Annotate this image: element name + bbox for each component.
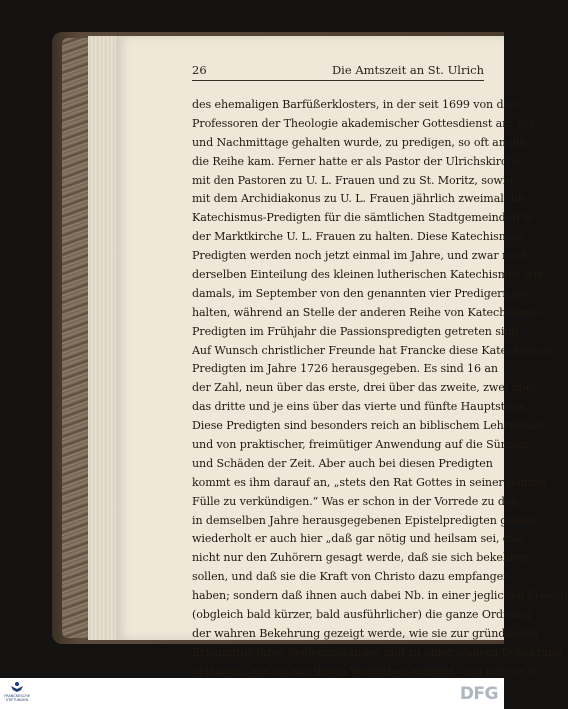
text-line: mit dem Archidiakonus zu U. L. Frauen jährlich zweimal die xyxy=(192,192,525,206)
text-line: damals, im September von den genannten vier Predigern ge- xyxy=(192,286,530,300)
library-logo-line: FRANCKESCHE xyxy=(4,694,30,698)
text-line: der wahren Bekehrung gezeigt werde, wie sie zur gründlichen xyxy=(192,626,539,640)
text-line: der Marktkirche U. L. Frauen zu halten. Diese Katechismus- xyxy=(192,230,526,244)
library-logo-text xyxy=(4,694,30,702)
text-line: Fülle zu verkündigen.“ Was er schon in der Vorrede zu den xyxy=(192,494,519,508)
text-line: nicht nur den Zuhörern gesagt werde, daß sie sich bekehren xyxy=(192,551,529,565)
text-line: Predigten im Jahre 1726 herausgegeben. Es sind 16 an xyxy=(192,362,498,376)
text-line: halten, während an Stelle der anderen Reihe von Katechismus- xyxy=(192,305,542,319)
text-line: und von praktischer, freimütiger Anwendung auf die Sünden xyxy=(192,438,529,452)
text-line: kommt es ihm darauf an, „stets den Rat Gottes in seiner ganzen xyxy=(192,475,547,489)
eagle-icon xyxy=(10,680,24,694)
text-line: die Reihe kam. Ferner hatte er als Pastor der Ulrichskirche xyxy=(192,154,521,168)
library-logo xyxy=(2,680,32,708)
running-title: Die Amtszeit an St. Ulrich xyxy=(331,63,484,77)
library-logo-line: STIFTUNGEN xyxy=(5,698,29,702)
text-line: Katechismus-Predigten für die sämtlichen Stadtgemeinden in xyxy=(192,211,534,225)
text-line: wiederholt er auch hier „daß gar nötig und heilsam sei, daß xyxy=(192,532,524,546)
text-line: der Zahl, neun über das erste, drei über das zweite, zwei über xyxy=(192,381,538,395)
text-line: gelangen, wie sie aus ihrem Verderben errettet, und wie sie in xyxy=(192,664,538,678)
text-line: Predigten werden noch jetzt einmal im Jahre, und zwar nach xyxy=(192,249,529,263)
text-line: und Schäden der Zeit. Aber auch bei diesen Predigten xyxy=(192,456,493,470)
marbled-edge xyxy=(62,38,90,638)
header-rule xyxy=(192,80,484,81)
running-head xyxy=(192,63,484,79)
viewer-footer xyxy=(0,678,504,709)
page-stack-edge xyxy=(88,36,118,640)
dfg-logo: DFG xyxy=(459,684,498,704)
text-line: des ehemaligen Barfüßerklosters, in der seit 1699 von den xyxy=(192,98,518,111)
text-line: Diese Predigten sind besonders reich an biblischem Lehrgehalt xyxy=(192,419,544,433)
text-line: Professoren der Theologie akademischer Gottesdienst am Vor- xyxy=(192,116,539,130)
text-line: (obgleich bald kürzer, bald ausführlicher) die ganze Ordnung xyxy=(192,608,532,622)
text-line: Erkenntnis ihres Seelenzustandes und zu einer wahren Bekehrung xyxy=(192,645,563,659)
text-line: mit den Pastoren zu U. L. Frauen und zu St. Moritz, sowie xyxy=(192,173,513,187)
page-number: 26 xyxy=(192,63,207,77)
text-line: haben; sondern daß ihnen auch dabei Nb. in einer jeglichen Predigt xyxy=(192,589,568,603)
text-line: derselben Einteilung des kleinen lutherischen Katechismus wie xyxy=(192,268,544,282)
text-line: das dritte und je eins über das vierte und fünfte Hauptstück. xyxy=(192,400,529,414)
text-line: sollen, und daß sie die Kraft von Christo dazu empfangen xyxy=(192,570,511,584)
text-line: in demselben Jahre herausgegebenen Epistelpredigten gesagt, xyxy=(192,513,541,527)
body-text xyxy=(192,96,568,682)
text-line: und Nachmittage gehalten wurde, zu predigen, so oft an ihn xyxy=(192,135,527,149)
text-line: Predigten im Frühjahr die Passionspredigten getreten sind. xyxy=(192,324,522,338)
text-line: Auf Wunsch christlicher Freunde hat Francke diese Katechismus- xyxy=(192,343,556,357)
